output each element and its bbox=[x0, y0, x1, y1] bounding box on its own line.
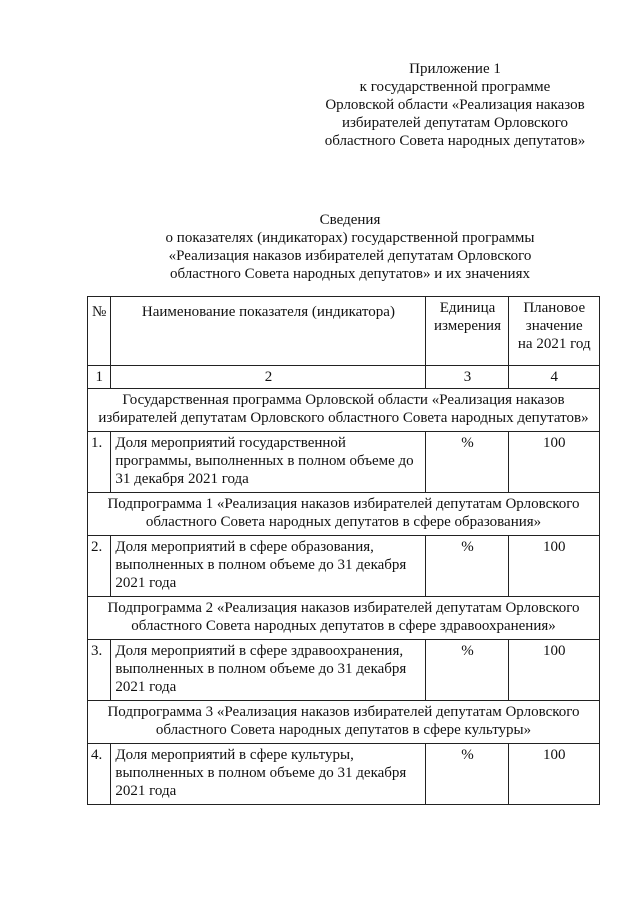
row-unit: % bbox=[426, 432, 509, 493]
row-unit: % bbox=[426, 744, 509, 805]
header-value bbox=[509, 297, 600, 366]
column-number: 4 bbox=[509, 366, 600, 389]
table-row bbox=[88, 536, 600, 597]
section-row bbox=[88, 493, 600, 536]
appendix-block bbox=[300, 60, 610, 150]
header-unit bbox=[426, 297, 509, 366]
row-name: Доля мероприятий в сфере культуры, выполненных в полном объеме до 31 декабря 2021 года bbox=[111, 744, 426, 805]
header-value-line: значение bbox=[525, 318, 583, 334]
header-unit-line: измерения bbox=[433, 318, 501, 334]
row-value: 100 bbox=[509, 536, 600, 597]
row-name: Доля мероприятий в сфере здравоохранения, выполненных в полном объеме до 31 декабря 2021 года bbox=[111, 640, 426, 701]
row-unit: % bbox=[426, 640, 509, 701]
heading-line: о показателях (индикаторах) государственной программы bbox=[165, 230, 535, 246]
appendix-line: к государственной программе bbox=[359, 79, 551, 95]
appendix-line: Орловской области «Реализация наказов bbox=[325, 97, 585, 113]
heading-line: областного Совета народных депутатов» и их значениях bbox=[170, 266, 530, 282]
section-row bbox=[88, 597, 600, 640]
column-number: 1 bbox=[88, 366, 111, 389]
row-num: 1. bbox=[88, 432, 111, 493]
table-row bbox=[88, 744, 600, 805]
table-header-row bbox=[88, 297, 600, 366]
header-name: Наименование показателя (индикатора) bbox=[111, 297, 426, 366]
header-value-line: на 2021 год bbox=[517, 336, 591, 352]
section-title: Государственная программа Орловской области «Реализация наказов избирателей депутатам Орловского областного Совета народных депутатов» bbox=[88, 389, 600, 432]
heading-title: Сведения bbox=[319, 212, 381, 228]
row-name: Доля мероприятий государственной программы, выполненных в полном объеме до 31 декабря 2021 года bbox=[111, 432, 426, 493]
section-title: Подпрограмма 2 «Реализация наказов избирателей депутатам Орловского областного Совета народных депутатов в сфере здравоохранения» bbox=[88, 597, 600, 640]
column-number: 3 bbox=[426, 366, 509, 389]
row-value: 100 bbox=[509, 640, 600, 701]
heading-line: «Реализация наказов избирателей депутатам Орловского bbox=[168, 248, 532, 264]
appendix-line: избирателей депутатам Орловского bbox=[341, 115, 569, 131]
appendix-line: Приложение 1 bbox=[409, 61, 501, 77]
section-title: Подпрограмма 3 «Реализация наказов избирателей депутатам Орловского областного Совета народных депутатов в сфере культуры» bbox=[88, 701, 600, 744]
column-numbers-row bbox=[88, 366, 600, 389]
indicators-table bbox=[87, 296, 600, 805]
table-row bbox=[88, 640, 600, 701]
row-value: 100 bbox=[509, 744, 600, 805]
section-row bbox=[88, 701, 600, 744]
document-heading bbox=[100, 211, 600, 283]
header-value-line: Плановое bbox=[523, 300, 586, 316]
header-num: № bbox=[88, 297, 111, 366]
row-num: 3. bbox=[88, 640, 111, 701]
column-number: 2 bbox=[111, 366, 426, 389]
section-row bbox=[88, 389, 600, 432]
row-num: 2. bbox=[88, 536, 111, 597]
row-num: 4. bbox=[88, 744, 111, 805]
section-title: Подпрограмма 1 «Реализация наказов избирателей депутатам Орловского областного Совета народных депутатов в сфере образования» bbox=[88, 493, 600, 536]
appendix-line: областного Совета народных депутатов» bbox=[324, 133, 586, 149]
row-value: 100 bbox=[509, 432, 600, 493]
header-unit-line: Единица bbox=[439, 300, 496, 316]
table-row bbox=[88, 432, 600, 493]
row-name: Доля мероприятий в сфере образования, выполненных в полном объеме до 31 декабря 2021 года bbox=[111, 536, 426, 597]
row-unit: % bbox=[426, 536, 509, 597]
